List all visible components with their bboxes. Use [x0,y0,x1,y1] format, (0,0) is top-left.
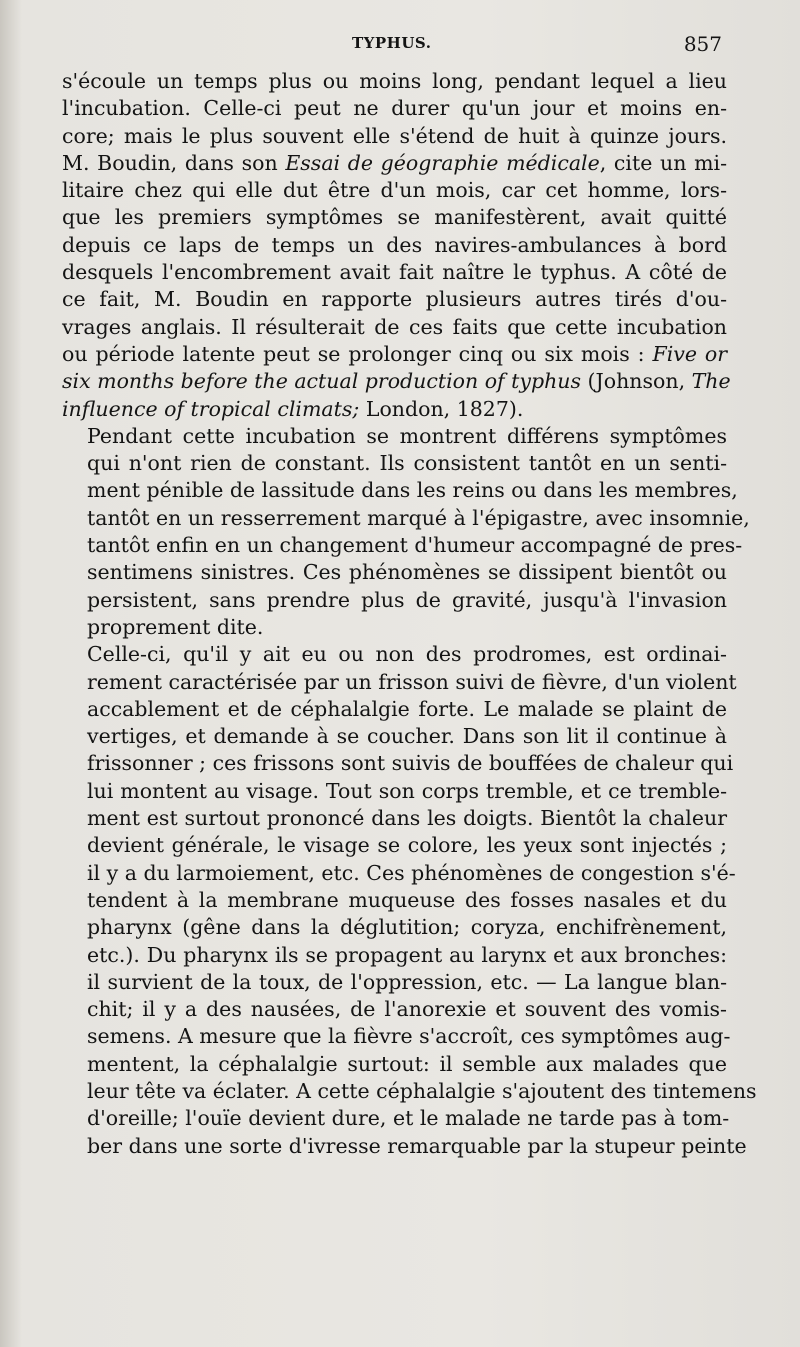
text-line: s'écoule un temps plus ou moins long, pendant lequel a lieu [62,69,727,93]
text-line: desquels l'encombrement avait fait naître le typhus. A côté de [62,260,727,285]
text-line: lui montent au visage. Tout son corps tremble, et ce tremble- [87,778,727,803]
text-line: tendent à la membrane muqueuse des fosses nasales et du [87,887,727,912]
text-line: l'incubation. Celle-ci peut ne durer qu'un jour et moins en- [62,96,727,121]
text-line: ber dans une sorte d'ivresse remarquable par la stupeur peinte [87,1133,747,1158]
text-line: influence of tropical climats; London, 1827). [62,396,524,421]
text-line: qui n'ont rien de constant. Ils consistent tantôt en un senti- [87,451,727,476]
text-line: vertiges, et demande à se coucher. Dans son lit il continue à [87,724,727,749]
text-line: il y a du larmoiement, etc. Ces phénomènes de congestion s'é- [87,860,736,885]
paragraph [62,68,731,423]
text-line: ce fait, M. Boudin en rapporte plusieurs autres tirés d'ou- [62,287,727,312]
text-line: Pendant cette incubation se montrent différens symptômes [87,423,727,448]
text-line: proprement dite. [87,614,264,639]
text-line: que les premiers symptômes se manifestèrent, avait quitté [62,205,727,230]
text-line: tantôt enfin en un changement d'humeur accompagné de pres- [87,533,743,558]
text-line: rement caractérisée par un frisson suivi de fièvre, d'un violent [87,669,737,694]
text-line: vrages anglais. Il résulterait de ces faits que cette incubation [62,314,727,339]
paragraph [62,423,750,641]
text-line: chit; il y a des nausées, de l'anorexie et souvent des vomis- [87,997,727,1022]
page-header [0,34,800,62]
text-line: devient générale, le visage se colore, les yeux sont injectés ; [87,833,727,858]
text-line: litaire chez qui elle dut être d'un mois, car cet homme, lors- [62,178,727,203]
text-line: il survient de la toux, de l'oppression, etc. — La langue blan- [87,969,727,994]
text-line: M. Boudin, dans son Essai de géographie médicale, cite un mi- [62,150,727,175]
paragraph [62,641,757,1160]
text-line: d'oreille; l'ouïe devient dure, et le malade ne tarde pas à tom- [87,1106,730,1131]
text-line: six months before the actual production of typhus (Johnson, The [62,369,731,394]
text-line: depuis ce laps de temps un des navires-ambulances à bord [62,232,727,257]
text-line: semens. A mesure que la fièvre s'accroît, ces symptômes aug- [87,1024,731,1049]
text-line: mentent, la céphalalgie surtout: il semble aux malades que [87,1051,727,1076]
text-line: Celle-ci, qu'il y ait eu ou non des prodromes, est ordinai- [87,642,727,667]
text-line: leur tête va éclater. A cette céphalalgie s'ajoutent des tintemens [87,1078,757,1103]
text-line: accablement et de céphalalgie forte. Le malade se plaint de [87,696,727,721]
running-title: TYPHUS. [352,34,432,52]
text-line: pharynx (gêne dans la déglutition; coryza, enchifrènement, [87,915,727,940]
text-line: ment est surtout prononcé dans les doigts. Bientôt la chaleur [87,806,727,831]
text-line: core; mais le plus souvent elle s'étend de huit à quinze jours. [62,123,727,148]
text-line: sentimens sinistres. Ces phénomènes se dissipent bientôt ou [87,560,727,585]
text-line: etc.). Du pharynx ils se propagent au larynx et aux bronches: [87,942,727,967]
body-text [62,68,757,1160]
text-line: ou période latente peut se prolonger cinq ou six mois : Five or [62,341,728,366]
text-line: frissonner ; ces frissons sont suivis de bouffées de chaleur qui [87,751,734,776]
text-line: ment pénible de lassitude dans les reins ou dans les membres, [87,478,738,503]
text-line: persistent, sans prendre plus de gravité, jusqu'à l'invasion [87,587,727,612]
page-number: 857 [683,32,722,56]
text-line: tantôt en un resserrement marqué à l'épigastre, avec insomnie, [87,505,750,530]
